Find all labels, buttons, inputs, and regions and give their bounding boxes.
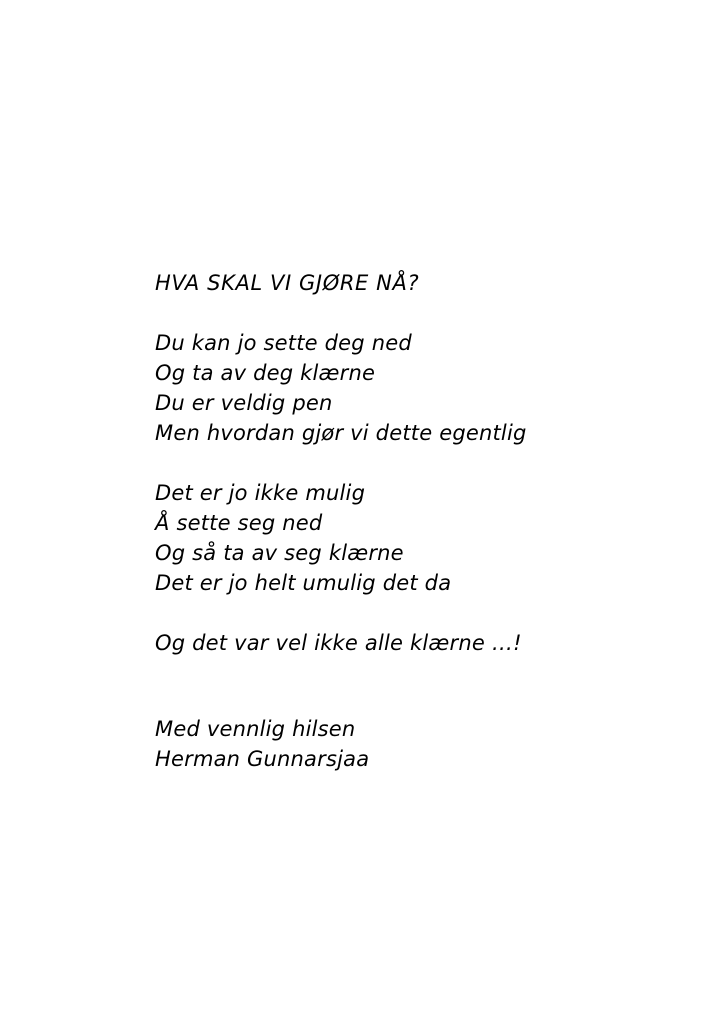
stanza-3 <box>155 628 675 658</box>
poem-line: Du kan jo sette deg ned <box>155 331 412 355</box>
poem-line: Å sette seg ned <box>155 511 323 535</box>
spacer-between-stanzas-2-3 <box>155 598 675 628</box>
stanza-2 <box>155 478 675 598</box>
signoff-greeting: Med vennlig hilsen <box>155 717 356 741</box>
spacer-before-signoff <box>155 658 675 714</box>
signoff-author: Herman Gunnarsjaa <box>155 747 370 771</box>
spacer-between-stanzas-1-2 <box>155 448 675 478</box>
poem-line: Og det var vel ikke alle klærne …! <box>155 631 522 655</box>
page-title: HVA SKAL VI GJØRE NÅ? <box>155 271 420 295</box>
poem-line: Det er jo ikke mulig <box>155 481 366 505</box>
poem-line: Du er veldig pen <box>155 391 333 415</box>
poem-line: Og ta av deg klærne <box>155 361 376 385</box>
poem-line: Og så ta av seg klærne <box>155 541 404 565</box>
poem-body <box>155 268 675 774</box>
spacer-after-title <box>155 298 675 328</box>
poem-line: Men hvordan gjør vi dette egentlig <box>155 421 527 445</box>
signoff <box>155 714 675 774</box>
stanza-1 <box>155 328 675 448</box>
poem-line: Det er jo helt umulig det da <box>155 571 452 595</box>
